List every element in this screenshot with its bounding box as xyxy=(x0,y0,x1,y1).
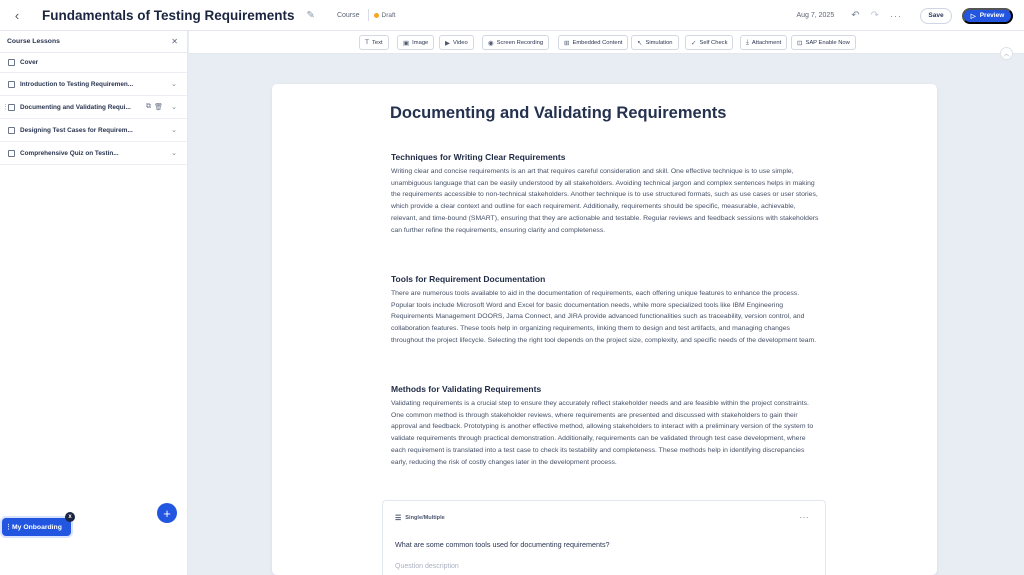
preview-label: Preview xyxy=(979,12,1005,19)
tool-label: Screen Recording xyxy=(496,39,544,46)
status-badge: Draft xyxy=(381,11,396,19)
onboarding-close-badge[interactable]: x xyxy=(65,512,75,522)
screen-recording-icon: ◉ xyxy=(488,39,494,47)
my-onboarding-button[interactable] xyxy=(2,514,72,536)
cover-icon xyxy=(8,59,15,66)
quiz-question[interactable]: What are some common tools used for documenting requirements? xyxy=(395,540,610,549)
play-icon: ▷ xyxy=(970,12,976,20)
lesson-icon xyxy=(8,81,15,88)
sidebar-item-lesson-4[interactable] xyxy=(0,142,187,165)
tool-image-button[interactable] xyxy=(397,35,434,50)
sidebar-header xyxy=(0,31,187,53)
tool-self-check-button[interactable] xyxy=(685,35,733,50)
image-icon: ▣ xyxy=(403,39,410,47)
content-section[interactable] xyxy=(391,384,819,468)
lesson-content-card xyxy=(272,84,937,575)
tool-label: Text xyxy=(371,39,383,46)
close-icon[interactable]: ✕ xyxy=(171,37,178,46)
sidebar-title: Course Lessons xyxy=(7,38,60,45)
quiz-icon xyxy=(8,150,15,157)
plus-icon: + xyxy=(163,505,171,521)
list-icon: ☰ xyxy=(395,515,402,522)
tool-label: Simulation xyxy=(645,39,673,46)
section-heading: Techniques for Writing Clear Requirements xyxy=(391,152,566,162)
self-check-icon: ✓ xyxy=(691,39,697,47)
chevron-down-icon[interactable]: ⌄ xyxy=(171,150,177,157)
divider xyxy=(368,9,369,21)
content-toolbar xyxy=(189,31,1024,54)
simulation-icon: ↖ xyxy=(637,39,643,47)
add-lesson-button[interactable] xyxy=(157,503,177,523)
more-options-icon[interactable]: ··· xyxy=(890,10,902,21)
sidebar-item-lesson-2[interactable] xyxy=(0,96,187,119)
lessons-sidebar xyxy=(0,31,188,575)
question-description-field[interactable]: Question description xyxy=(395,563,459,570)
chevron-up-icon: ︿ xyxy=(1003,52,1010,58)
last-saved-date: Aug 7, 2025 xyxy=(796,12,835,19)
sidebar-item-label: Documenting and Validating Requi... xyxy=(20,103,131,111)
content-section[interactable] xyxy=(391,152,819,236)
redo-icon[interactable]: ↷ xyxy=(870,10,879,21)
embed-icon: ⊞ xyxy=(564,39,570,47)
tool-sap-enable-now-button[interactable] xyxy=(791,35,856,50)
sidebar-item-label: Introduction to Testing Requiremen... xyxy=(20,80,134,88)
chevron-down-icon[interactable]: ⌄ xyxy=(171,104,177,111)
top-bar xyxy=(0,0,1024,31)
tool-embedded-content-button[interactable] xyxy=(558,35,628,50)
tool-text-button[interactable] xyxy=(359,35,389,50)
lesson-title[interactable]: Documenting and Validating Requirements xyxy=(390,104,727,122)
drag-handle-icon[interactable]: ⋮ xyxy=(5,524,12,531)
chevron-down-icon[interactable]: ⌄ xyxy=(171,127,177,134)
sap-icon: ⊡ xyxy=(797,39,803,47)
video-icon: ▶ xyxy=(445,39,450,47)
quiz-type-label xyxy=(395,514,445,522)
chevron-down-icon[interactable]: ⌄ xyxy=(171,81,177,88)
lesson-icon xyxy=(8,104,15,111)
course-title: Fundamentals of Testing Requirements xyxy=(42,7,295,23)
quiz-block[interactable] xyxy=(382,500,826,575)
tool-label: SAP Enable Now xyxy=(805,39,850,46)
tool-simulation-button[interactable] xyxy=(631,35,679,50)
tool-video-button[interactable] xyxy=(439,35,474,50)
drag-handle-icon[interactable]: ⋮ xyxy=(2,104,9,111)
tool-attachment-button[interactable] xyxy=(740,35,787,50)
onboarding-label: My Onboarding xyxy=(12,523,62,531)
sidebar-item-label: Designing Test Cases for Requirem... xyxy=(20,126,133,134)
sidebar-item-lesson-3[interactable] xyxy=(0,119,187,142)
section-heading: Methods for Validating Requirements xyxy=(391,384,542,394)
edit-title-icon[interactable]: ✎ xyxy=(306,9,315,21)
sidebar-item-lesson-1[interactable] xyxy=(0,73,187,96)
section-body: There are numerous tools available to aid in the documentation of requirements, each offering unique features to enhance the process. Popular tools include Microsoft Word and Excel for basic documentation needs, while more specialized tools like IBM Engineering Requirements Management DOORS, Jama Connect, and JIRA provide advanced functionalities such as traceability, version control, and collaboration features. These tools help in organizing requirements, linking them to design and test artifacts, and managing changes throughout the project lifecycle. Selecting the right tool depends on the project size, complexity, and specific needs of the development team. xyxy=(391,290,817,344)
section-body: Validating requirements is a crucial step to ensure they accurately reflect stakeholder needs and are feasible within the project constraints. One common method is through stakeholder reviews, where requirements are presented and discussed with stakeholders to gain their approval and feedback. Prototyping is another effective method, allowing stakeholders to interact with a preliminary version of the system to validate requirements through practical demonstration. Additionally, requirements can be validated through test case development, where each requirement is translated into a test case to check its testability and completeness. These methods help in identifying discrepancies early, reducing the risk of costly changes later in the development process. xyxy=(391,400,814,466)
more-options-icon[interactable]: ··· xyxy=(799,513,809,522)
undo-icon[interactable]: ↶ xyxy=(851,10,860,21)
sidebar-item-cover[interactable] xyxy=(0,53,187,73)
tool-label: Embedded Content xyxy=(572,39,623,46)
sidebar-item-label: Comprehensive Quiz on Testin... xyxy=(20,149,119,157)
collapse-toolbar-button[interactable] xyxy=(1000,47,1013,60)
save-button[interactable]: Save xyxy=(920,8,952,24)
attachment-icon: ⤓ xyxy=(746,38,749,46)
tool-label: Self Check xyxy=(699,39,728,46)
text-icon: T xyxy=(365,39,369,46)
trash-icon[interactable]: 🗑 xyxy=(154,104,163,111)
content-section[interactable] xyxy=(391,274,819,347)
tool-label: Image xyxy=(412,39,429,46)
sidebar-item-label: Cover xyxy=(20,59,39,66)
breadcrumb: Course xyxy=(336,11,360,19)
duplicate-icon[interactable]: ⧉ xyxy=(146,103,151,110)
back-button[interactable] xyxy=(4,0,30,31)
chevron-left-icon: ‹ xyxy=(14,7,20,23)
section-heading: Tools for Requirement Documentation xyxy=(391,274,546,284)
tool-screen-recording-button[interactable] xyxy=(482,35,549,50)
section-body: Writing clear and concise requirements is an art that requires careful consideration and skill. One effective technique is to use simple, unambiguous language that can be easily understood by all stakeholders. Avoiding technical jargon and complex sentences helps in making the requirements accessible to non-technical stakeholders. Another technique is to use structured formats, such as use cases or user stories, which provide a clear context and outline for each requirement. Additionally, requirements should be specific, measurable, achievable, relevant, and time-bound (SMART), ensuring that they are actionable and testable. Regular reviews and feedback sessions with stakeholders can further refine the requirements, ensuring clarity and completeness. xyxy=(391,168,819,234)
quiz-type-text: Single/Multiple xyxy=(405,515,445,521)
tool-label: Attachment xyxy=(751,39,782,46)
status-dot xyxy=(374,13,379,18)
tool-label: Video xyxy=(453,39,468,46)
lesson-icon xyxy=(8,127,15,134)
preview-button[interactable] xyxy=(962,8,1013,24)
